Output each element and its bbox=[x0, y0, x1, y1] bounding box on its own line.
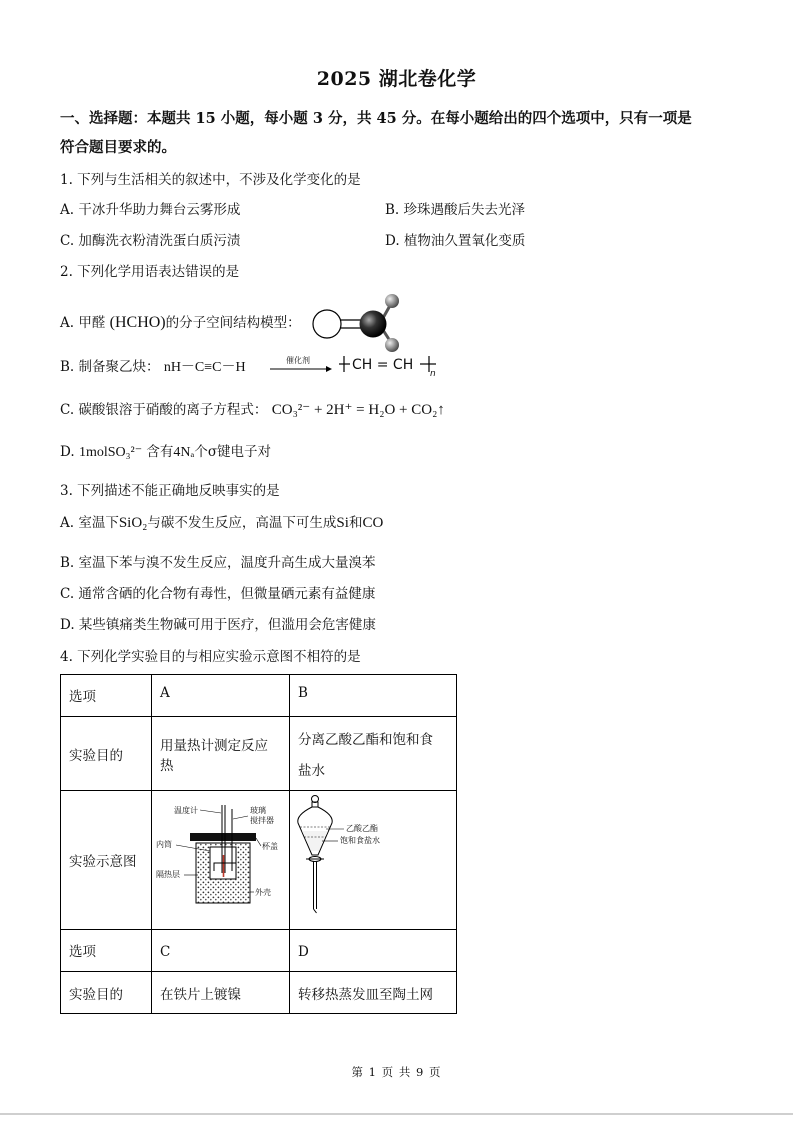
q2-d-post: 个σ键电子对 bbox=[194, 444, 272, 460]
q3-a-label: A. 室温下 bbox=[60, 515, 119, 531]
label-shell: 外壳 bbox=[255, 888, 271, 897]
label-insulation: 隔热层 bbox=[156, 870, 180, 879]
label-lid: 杯盖 bbox=[262, 842, 278, 851]
section-heading-line1: 一、选择题：本题共 15 小题，每小题 3 分，共 45 分。在每小题给出的四个选项中，只有一项是 bbox=[60, 110, 692, 127]
q2-a-label: A. 甲醛 bbox=[60, 315, 106, 331]
formaldehyde-model-icon bbox=[310, 292, 410, 358]
table-cell: 用量热计测定反应热 bbox=[152, 717, 290, 791]
cell-line: 盐水 bbox=[298, 763, 325, 779]
q3-a-sio2: SiO₂ bbox=[118, 515, 148, 531]
q2-d-formula: 1molSO₃²⁻ bbox=[78, 445, 143, 460]
table-row bbox=[61, 717, 457, 791]
product-n: n bbox=[430, 369, 436, 378]
q4-stem: 4. 下列化学实验目的与相应实验示意图不相符的是 bbox=[60, 649, 361, 665]
q2-stem: 2. 下列化学用语表达错误的是 bbox=[60, 264, 240, 280]
q1-option-c: C. 加酶洗衣粉清洗蛋白质污渍 bbox=[60, 233, 241, 249]
section-heading-line2: 符合题目要求的。 bbox=[60, 139, 176, 156]
q2-b-reactant: nH－C≡C－H bbox=[163, 360, 246, 375]
table-row bbox=[61, 675, 457, 717]
page-footer: 第 1 页 共 9 页 bbox=[351, 1065, 442, 1079]
q2-d-label: D. bbox=[60, 444, 75, 460]
arrow-condition: 催化剂 bbox=[286, 356, 310, 365]
polyacetylene-product-icon bbox=[336, 352, 446, 378]
q2-a-formula: (HCHO) bbox=[109, 314, 166, 331]
table-cell: 选项 bbox=[61, 930, 152, 972]
table-cell: 在铁片上镀镍 bbox=[152, 972, 290, 1014]
q2-b-label: B. 制备聚乙炔： bbox=[60, 359, 160, 375]
label-brine: 饱和食盐水 bbox=[340, 836, 380, 845]
q3-a-co: CO bbox=[362, 515, 384, 531]
bottom-divider bbox=[0, 1113, 793, 1115]
table-cell: 实验示意图 bbox=[61, 791, 152, 930]
calorimeter-cell bbox=[152, 791, 290, 930]
q3-a-mid: 与碳不发生反应，高温下可生成 bbox=[147, 515, 337, 531]
q1-stem: 1. 下列与生活相关的叙述中，不涉及化学变化的是 bbox=[60, 172, 361, 188]
q2-c-equation: CO₃²⁻ + 2H⁺ = H₂O + CO₂↑ bbox=[271, 402, 445, 418]
q3-option-d: D. 某些镇痛类生物碱可用于医疗，但滥用会危害健康 bbox=[60, 617, 376, 633]
table-cell: C bbox=[152, 930, 290, 972]
table-row bbox=[61, 930, 457, 972]
q2-d-na: 4Nₐ bbox=[173, 445, 195, 460]
table-cell: A bbox=[152, 675, 290, 717]
label-stirrer: 搅拌器 bbox=[250, 816, 274, 825]
q2-a-post: 的分子空间结构模型： bbox=[165, 315, 301, 331]
table-cell: 转移热蒸发皿至陶土网 bbox=[290, 972, 457, 1014]
table-cell: 实验目的 bbox=[61, 972, 152, 1014]
cell-line: 分离乙酸乙酯和饱和食 bbox=[298, 732, 433, 748]
q2-option-a bbox=[60, 313, 301, 333]
q2-option-c bbox=[60, 400, 445, 420]
q3-option-b: B. 室温下苯与溴不发生反应，温度升高生成大量溴苯 bbox=[60, 555, 376, 571]
product-text: CH = CH bbox=[352, 357, 414, 373]
table-cell: 实验目的 bbox=[61, 717, 152, 791]
table-row bbox=[61, 791, 457, 930]
q2-option-d bbox=[60, 442, 271, 463]
separatory-funnel-diagram bbox=[290, 791, 456, 925]
q2-d-mid: 含有 bbox=[146, 444, 174, 460]
q1-option-d: D. 植物油久置氧化变质 bbox=[385, 233, 526, 249]
q2-c-label: C. 碳酸银溶于硝酸的离子方程式： bbox=[60, 402, 268, 418]
q3-a-and: 和 bbox=[348, 515, 363, 531]
q1-option-a: A. 干冰升华助力舞台云雾形成 bbox=[60, 202, 241, 218]
funnel-cell bbox=[290, 791, 457, 930]
table-cell: D bbox=[290, 930, 457, 972]
table-cell bbox=[290, 717, 457, 791]
label-thermometer: 温度计 bbox=[174, 806, 198, 815]
label-glass: 玻璃 bbox=[250, 806, 266, 815]
q3-stem: 3. 下列描述不能正确地反映事实的是 bbox=[60, 483, 280, 499]
table-row bbox=[61, 972, 457, 1014]
q4-table bbox=[60, 674, 457, 1014]
q3-option-c: C. 通常含硒的化合物有毒性，但微量硒元素有益健康 bbox=[60, 586, 376, 602]
q3-a-si: Si bbox=[336, 515, 349, 531]
table-cell: 选项 bbox=[61, 675, 152, 717]
q1-option-b: B. 珍珠遇酸后失去光泽 bbox=[385, 202, 526, 218]
calorimeter-diagram bbox=[152, 791, 289, 925]
table-cell: B bbox=[290, 675, 457, 717]
q2-option-b bbox=[60, 357, 246, 378]
label-ethyl-acetate: 乙酸乙酯 bbox=[346, 824, 378, 833]
reaction-arrow-icon bbox=[268, 354, 332, 376]
label-inner-cup: 内筒 bbox=[156, 840, 172, 849]
q3-option-a bbox=[60, 513, 383, 533]
section-heading bbox=[60, 104, 740, 162]
page-title: 2025 湖北卷化学 bbox=[316, 68, 477, 90]
